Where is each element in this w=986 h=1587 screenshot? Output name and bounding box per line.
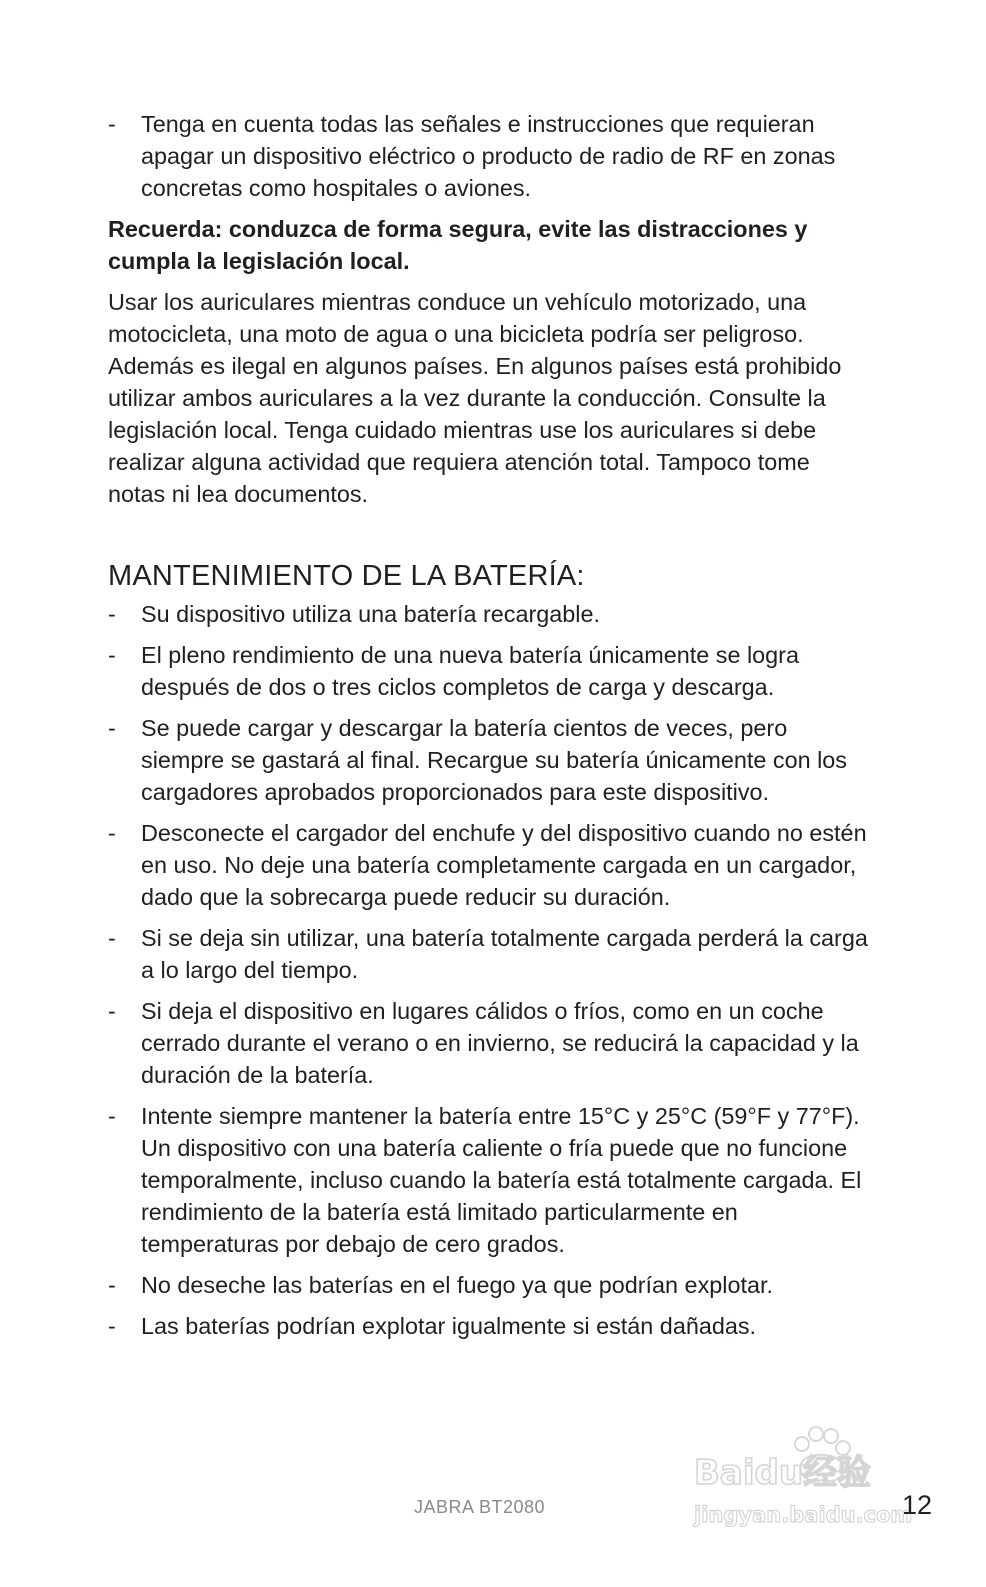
list-item xyxy=(108,1269,868,1301)
list-dash: - xyxy=(108,998,116,1024)
list-dash: - xyxy=(108,1103,116,1129)
list-item-text: No deseche las baterías en el fuego ya que podrían explotar. xyxy=(141,1272,773,1298)
list-item xyxy=(108,1310,868,1342)
watermark-url: jingyan.baidu.com xyxy=(694,1503,913,1527)
list-item-rf-signals xyxy=(108,108,868,204)
page-content xyxy=(108,108,868,1351)
list-item xyxy=(108,1100,868,1260)
list-item-text: Las baterías podrían explotar igualmente si están dañadas. xyxy=(141,1313,757,1339)
list-dash: - xyxy=(108,111,116,137)
list-item xyxy=(108,817,868,913)
list-dash: - xyxy=(108,820,116,846)
baidu-jingyan-watermark xyxy=(690,1418,920,1530)
list-item xyxy=(108,712,868,808)
battery-heading: MANTENIMIENTO DE LA BATERÍA: xyxy=(108,560,585,592)
list-dash: - xyxy=(108,925,116,951)
list-item-text: Intente siempre mantener la batería entre 15°C y 25°C (59°F y 77°F). Un dispositivo con una batería caliente o fría puede que no funcione temporalmente, incluso cuando la batería está totalmente cargada. El rendimiento de la batería está limitado particularmente en temperaturas por debajo de cero grados. xyxy=(141,1103,862,1257)
list-item-text: Tenga en cuenta todas las señales e instrucciones que requieran apagar un dispositivo eléctrico o producto de radio de RF en zonas concretas como hospitales o aviones. xyxy=(141,111,836,201)
list-item xyxy=(108,598,868,630)
list-item-text: El pleno rendimiento de una nueva batería únicamente se logra después de dos o tres ciclos completos de carga y descarga. xyxy=(141,642,799,700)
list-item-text: Se puede cargar y descargar la batería cientos de veces, pero siempre se gastará al final. Recargue su batería únicamente con los cargadores aprobados proporcionados para este dispositivo. xyxy=(141,715,848,805)
list-dash: - xyxy=(108,1313,116,1339)
list-item-text: Su dispositivo utiliza una batería recargable. xyxy=(141,601,600,627)
list-item-text: Si se deja sin utilizar, una batería totalmente cargada perderá la carga a lo largo del tiempo. xyxy=(141,925,868,983)
list-item xyxy=(108,922,868,986)
watermark-logo-text: Baidu经验 xyxy=(694,1453,872,1493)
page-number: 12 xyxy=(902,1490,933,1520)
list-item-text: Desconecte el cargador del enchufe y del dispositivo cuando no estén en uso. No deje una batería completamente cargada en un cargador, dado que la sobrecarga puede reducir su duración. xyxy=(141,820,867,910)
footer-brand: JABRA BT2080 xyxy=(414,1497,546,1517)
list-dash: - xyxy=(108,601,116,627)
driving-paragraph: Usar los auriculares mientras conduce un vehículo motorizado, una motocicleta, una moto de agua o una bicicleta podría ser peligroso. Además es ilegal en algunos países. En algunos países está prohibido utilizar ambos auriculares a la vez durante la conducción. Consulte la legislación local. Tenga cuidado mientras use los auriculares si debe realizar alguna actividad que requiera atención total. Tampoco tome notas ni lea documentos. xyxy=(108,289,842,507)
driving-reminder: Recuerda: conduzca de forma segura, evite las distracciones y cumpla la legislación local. xyxy=(108,216,808,274)
list-dash: - xyxy=(108,1272,116,1298)
list-dash: - xyxy=(108,642,116,668)
battery-list xyxy=(108,598,868,1342)
list-dash: - xyxy=(108,715,116,741)
list-item xyxy=(108,639,868,703)
list-item xyxy=(108,995,868,1091)
list-item-text: Si deja el dispositivo en lugares cálidos o fríos, como en un coche cerrado durante el verano o en invierno, se reducirá la capacidad y la duración de la batería. xyxy=(141,998,859,1088)
